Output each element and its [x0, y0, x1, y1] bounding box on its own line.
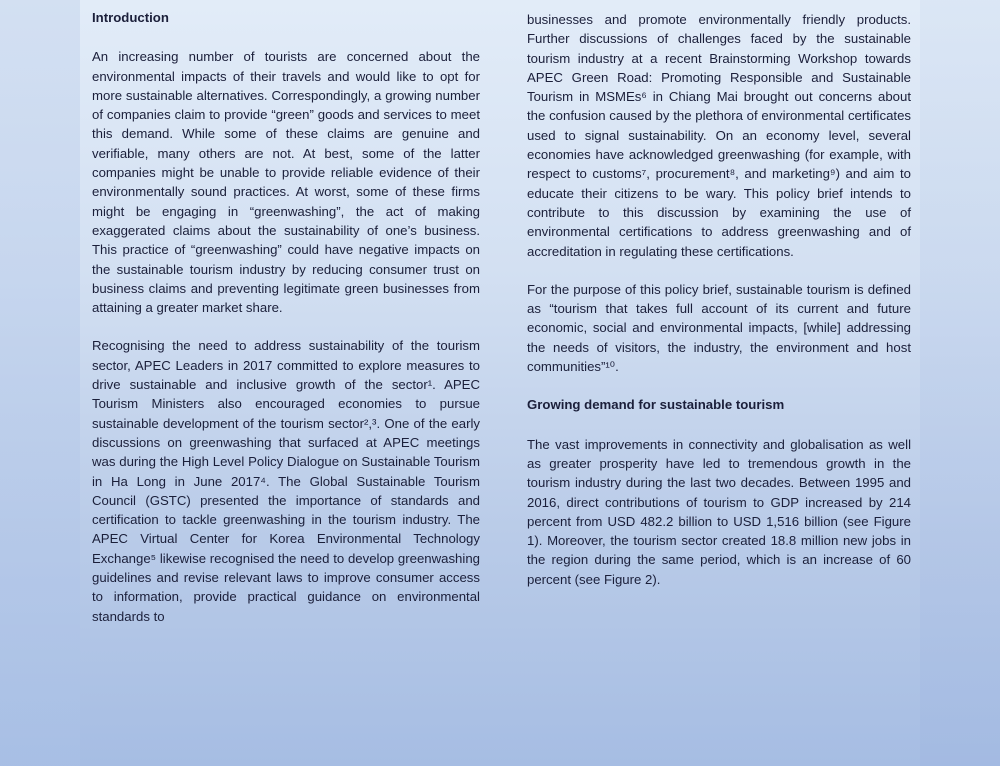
paragraph: For the purpose of this policy brief, sustainable tourism is defined as “tourism that takes full account of its current and future economic, social and environmental impacts, [while] addressing the needs of visitors, the industry, the environment and host communities”¹⁰. [527, 281, 911, 375]
paragraph: The vast improvements in connectivity and globalisation as well as greater prosperity have led to tremendous growth in the tourism industry during the last two decades. Between 1995 and 2016, direct contributions of tourism to GDP increased by 214 percent from USD 482.2 billion to USD 1,516 billion (see Figure 1). Moreover, the tourism sector created 18.8 million new jobs in the region during the same period, which is an increase of 60 percent (see Figure 2). [527, 436, 911, 587]
right-column [527, 10, 911, 589]
left-column [92, 8, 480, 626]
section-heading-introduction: Introduction [92, 10, 169, 25]
section-heading-growing-demand: Growing demand for sustainable tourism [527, 397, 785, 413]
paragraph: Recognising the need to address sustainability of the tourism sector, APEC Leaders in 2017 committed to explore measures to drive sustainable and inclusive growth of the sector¹. APEC Tourism Ministers also encouraged economies to pursue sustainable development of the tourism sector²,³. One of the early discussions on greenwashing that surfaced at APEC meetings was during the High Level Policy Dialogue on Sustainable Tourism in Ha Long in June 2017⁴. The Global Sustainable Tourism Council (GSTC) presented the importance of standards and certification to tackle greenwashing in the tourism industry. The APEC Virtual Center for Korea Environmental Technology Exchange⁵ likewise recognised the need to develop greenwashing guidelines and revise relevant laws to improve consumer access to information, provide practical guidance on environmental standards to [92, 338, 480, 624]
paragraph: businesses and promote environmentally friendly products. Further discussions of challenges faced by the sustainable tourism industry at a recent Brainstorming Workshop towards APEC Green Road: Promoting Responsible and Sustainable Tourism in MSMEs⁶ in Chiang Mai brought out concerns about the confusion caused by the plethora of environmental certificates used to signal sustainability. On an economy level, several economies have acknowledged greenwashing (for example, with respect to customs⁷, procurement⁸, and marketing⁹) and aim to educate their citizens to be wary. This policy brief intends to contribute to this discussion by examining the use of environmental certifications to address greenwashing and of accreditation in regulating these certifications. [527, 12, 911, 259]
page-margin-left [0, 0, 80, 766]
paragraph: An increasing number of tourists are concerned about the environmental impacts of their travels and would like to opt for more sustainable alternatives. Correspondingly, a growing number of companies claim to provide “green” goods and services to meet this demand. While some of these claims are genuine and verifiable, many others are not. At best, some of the latter companies might be unable to provide reliable evidence of their environmentally sound practices. At worst, some of these firms might be engaging in “greenwashing”, the act of making exaggerated claims about the sustainability of one’s business. This practice of “greenwashing” could have negative impacts on the sustainable tourism industry by reducing consumer trust on business claims and preventing legitimate green businesses from attaining a greater market share. [92, 49, 480, 316]
page-margin-right [920, 0, 1000, 766]
